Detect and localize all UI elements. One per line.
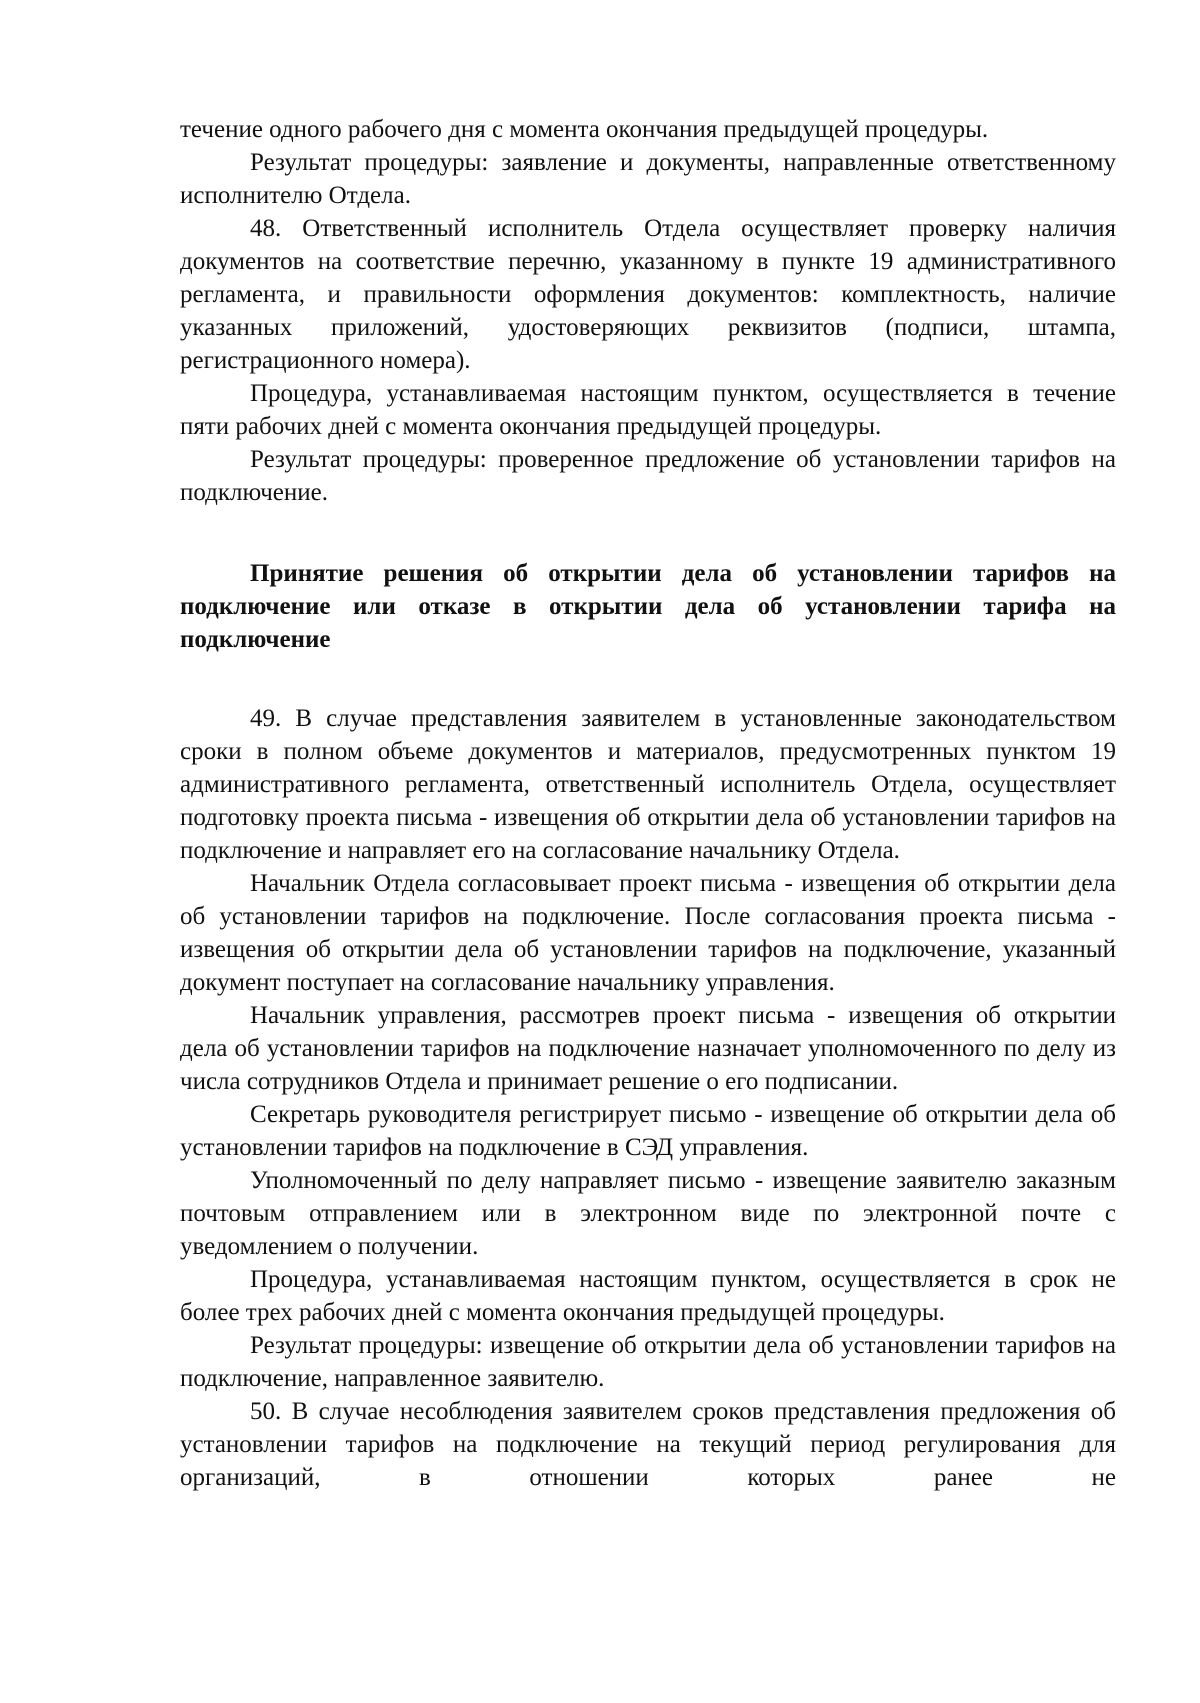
section-heading: Принятие решения об открытии дела об установлении тарифов на подключение или отказе в открытии дела об установлении тарифа на подключение bbox=[180, 560, 1116, 653]
paragraph-procedure: Процедура, устанавливаемая настоящим пунктом, осуществляется в срок не более трех рабочих дней с момента окончания предыдущей процедуры. bbox=[180, 1266, 1116, 1326]
paragraph-48: 48. Ответственный исполнитель Отдела осуществляет проверку наличия документов на соответствие перечню, указанному в пункте 19 административного регламента, и правильности оформления документов: комплектность, наличие указанных приложений, удостоверяющих реквизитов (подписи, штампа, регистрационного номера). bbox=[180, 215, 1116, 374]
paragraph-registration: Секретарь руководителя регистрирует письмо - извещение об открытии дела об установлении тарифов на подключение в СЭД управления. bbox=[180, 1101, 1116, 1161]
paragraph-approval: Начальник Отдела согласовывает проект письма - извещения об открытии дела об установлении тарифов на подключение. После согласования проекта письма - извещения об открытии дела об установлении тарифов на подключение, указанный документ поступает на согласование начальнику управления. bbox=[180, 870, 1116, 996]
paragraph-49: 49. В случае представления заявителем в установленные законодательством сроки в полном объеме документов и материалов, предусмотренных пунктом 19 административного регламента, ответственный исполнитель Отдела, осуществляет подготовку проекта письма - извещения об открытии дела об установлении тарифов на подключение и направляет его на согласование начальнику Отдела. bbox=[180, 705, 1116, 864]
paragraph-sending: Уполномоченный по делу направляет письмо - извещение заявителю заказным почтовым отправлением или в электронном виде по электронной почте с уведомлением о получении. bbox=[180, 1167, 1116, 1260]
paragraph-result: Результат процедуры: заявление и документы, направленные ответственному исполнителю Отдела. bbox=[180, 149, 1116, 209]
paragraph-procedure: Процедура, устанавливаемая настоящим пунктом, осуществляется в течение пяти рабочих дней с момента окончания предыдущей процедуры. bbox=[180, 380, 1116, 440]
paragraph-result: Результат процедуры: извещение об открытии дела об установлении тарифов на подключение, направленное заявителю. bbox=[180, 1332, 1116, 1392]
paragraph-continuation: течение одного рабочего дня с момента окончания предыдущей процедуры. bbox=[180, 116, 989, 143]
paragraph-50: 50. В случае несоблюдения заявителем сроков представления предложения об установлении тарифов на подключение на текущий период регулирования для организаций, в отношении которых ранее не bbox=[180, 1398, 1116, 1491]
paragraph-result: Результат процедуры: проверенное предложение об установлении тарифов на подключение. bbox=[180, 446, 1116, 506]
paragraph-appointment: Начальник управления, рассмотрев проект письма - извещения об открытии дела об установлении тарифов на подключение назначает уполномоченного по делу из числа сотрудников Отдела и принимает решение о его подписании. bbox=[180, 1002, 1116, 1095]
